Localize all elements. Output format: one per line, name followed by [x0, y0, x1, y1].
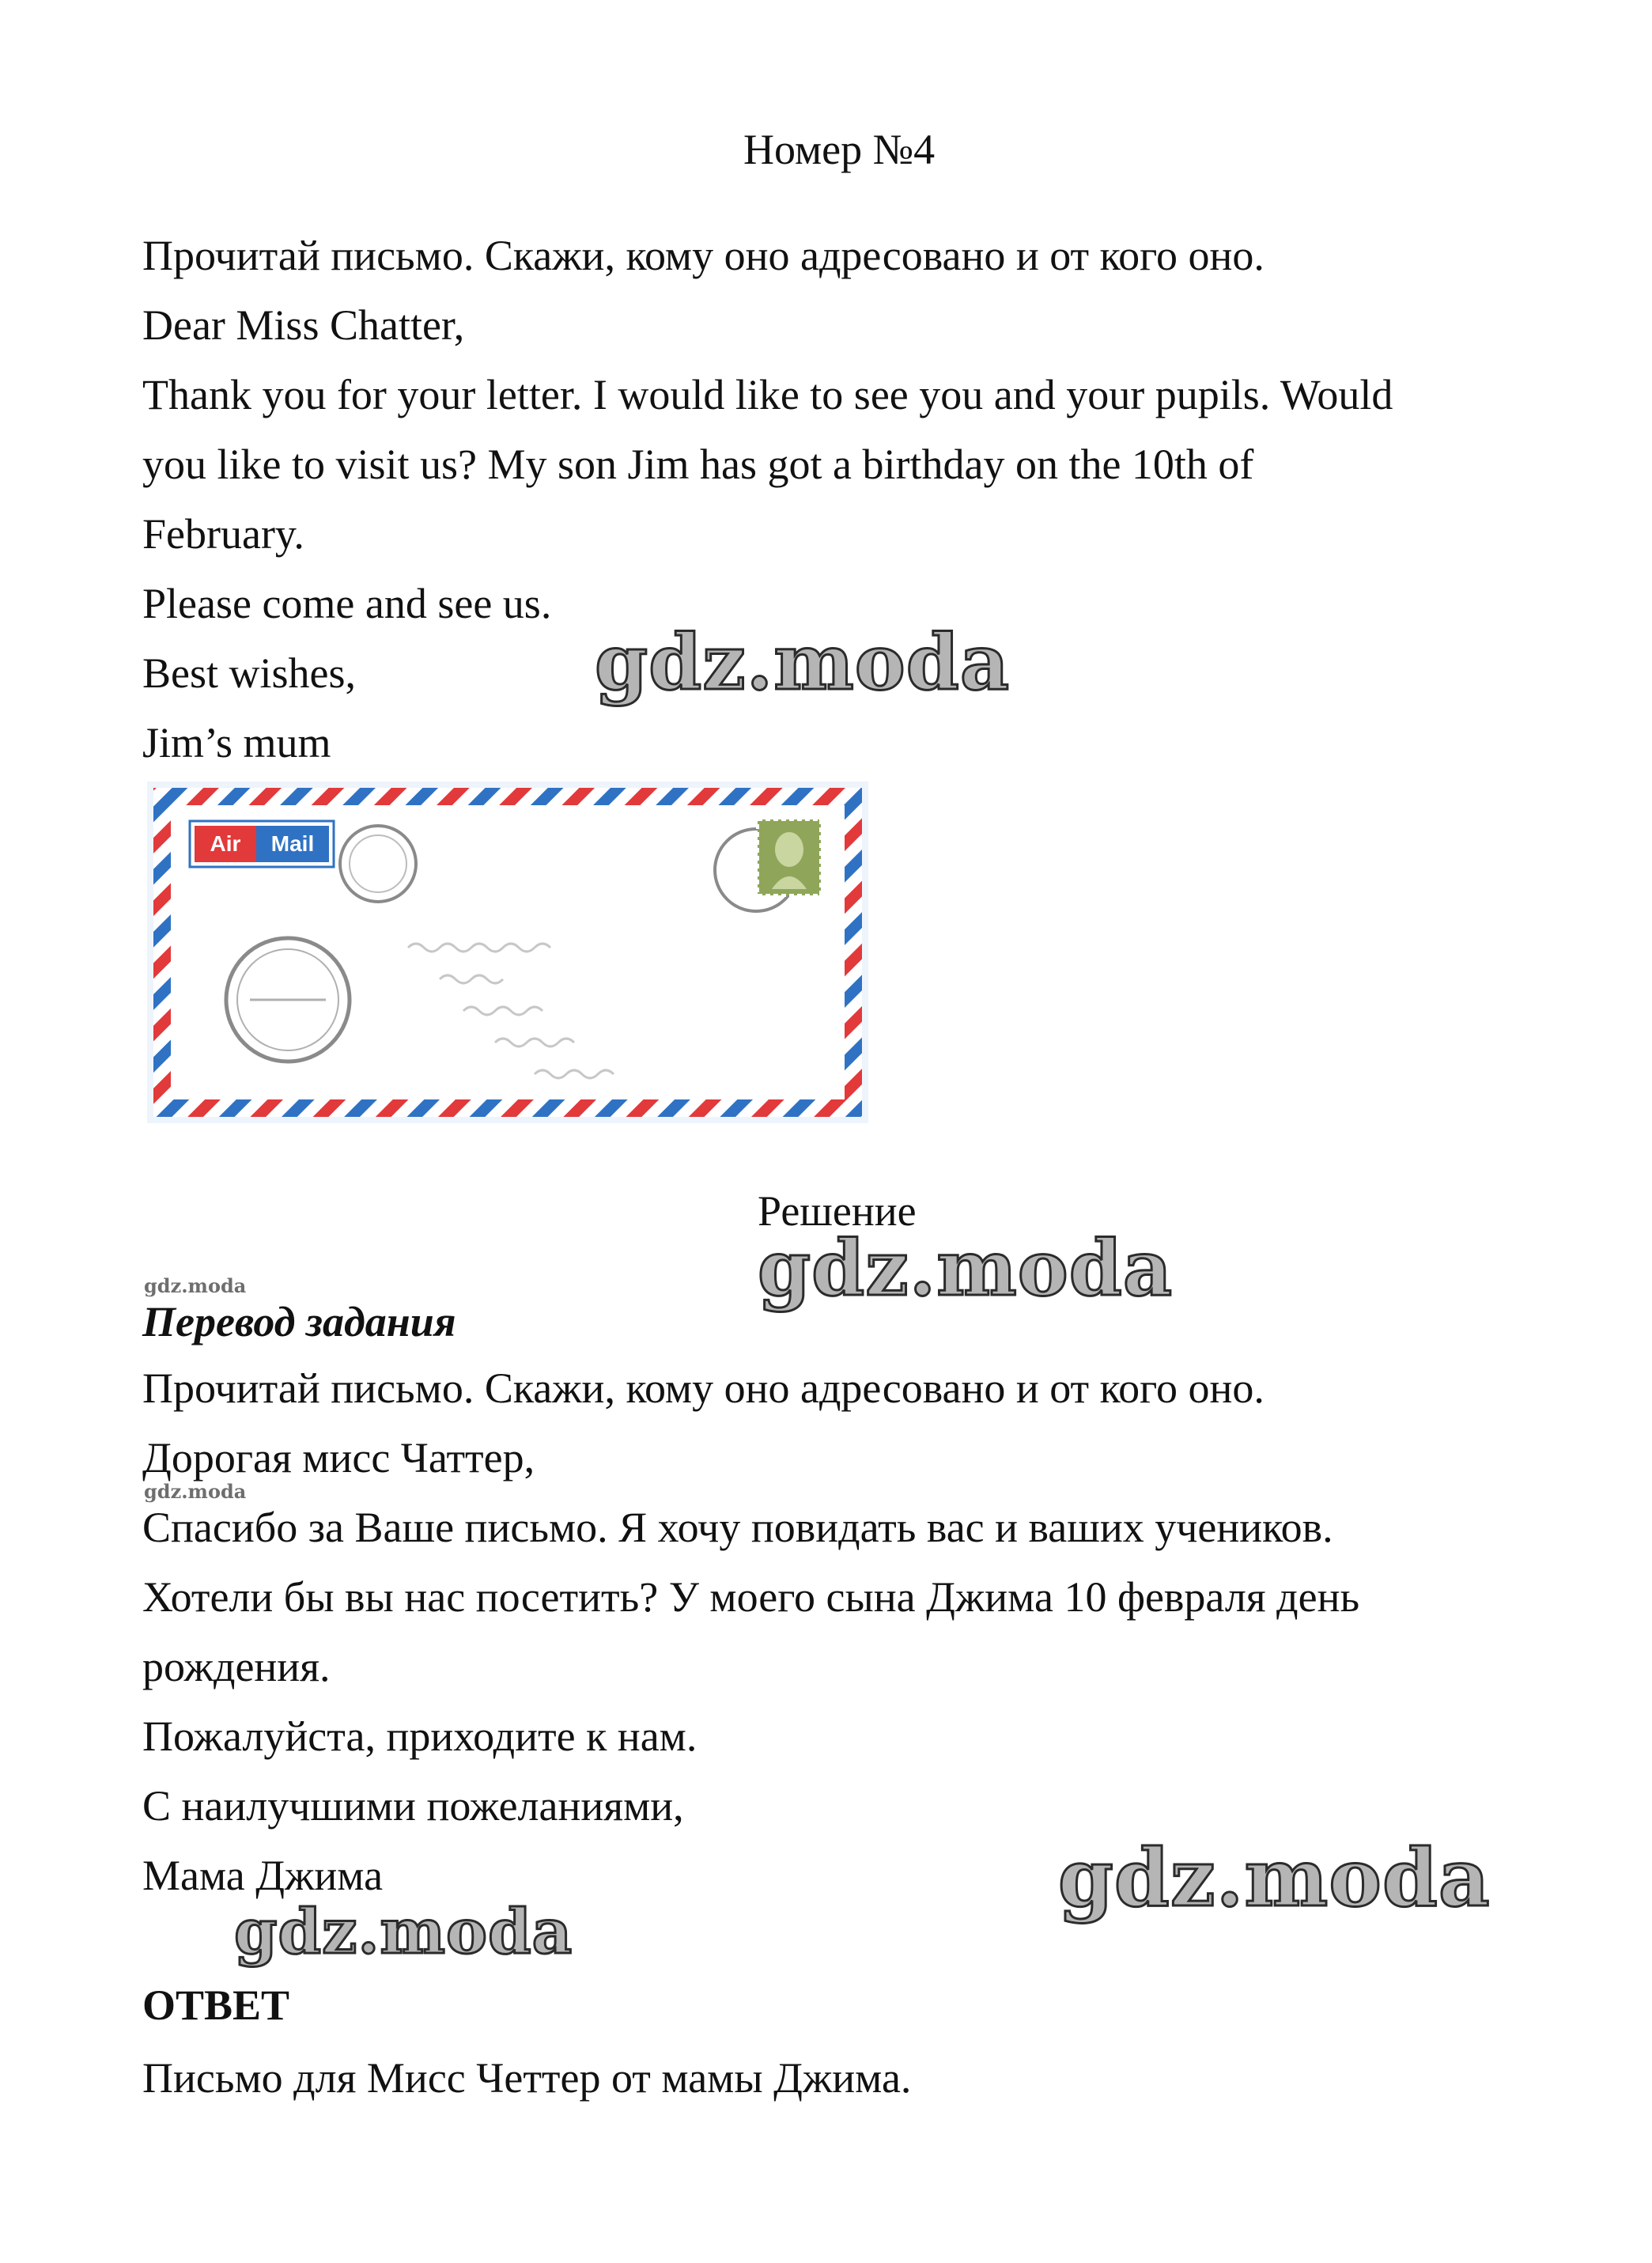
airmail-envelope-image — [147, 781, 868, 1123]
watermark-small-logo: gdz.moda — [144, 1274, 247, 1297]
page-title: Номер №4 — [743, 126, 936, 173]
answer-heading: ОТВЕТ — [142, 1981, 290, 2029]
air-label: Air — [210, 831, 241, 856]
letter-line: February. — [142, 510, 304, 558]
translation-line: Дорогая мисс Чаттер, — [142, 1434, 535, 1482]
solution-heading: Решение — [758, 1187, 917, 1235]
translation-line: Пожалуйста, приходите к нам. — [142, 1712, 697, 1760]
mail-label: Mail — [270, 831, 315, 856]
translation-line: рождения. — [142, 1643, 331, 1690]
letter-line: you like to visit us? My son Jim has got a birthday on the 10th of — [142, 441, 1254, 488]
postage-stamp-icon — [758, 819, 821, 895]
air-mail-label — [190, 821, 334, 867]
translation-line: С наилучшими пожеланиями, — [142, 1782, 684, 1830]
watermark-logo: gdz.moda — [595, 618, 1011, 707]
letter-signature: Jim’s mum — [142, 719, 331, 766]
watermark-logo: gdz.moda — [234, 1896, 573, 1968]
translation-line: Хотели бы вы нас посетить? У моего сына Джима 10 февраля день — [142, 1573, 1360, 1621]
task-instruction: Прочитай письмо. Скажи, кому оно адресовано и от кого оно. — [142, 232, 1265, 279]
translation-instruction: Прочитай письмо. Скажи, кому оно адресовано и от кого оно. — [142, 1364, 1265, 1412]
translation-line: Спасибо за Ваше письмо. Я хочу повидать вас и ваших учеников. — [142, 1504, 1333, 1551]
translation-line: Мама Джима — [142, 1852, 384, 1899]
watermark-logo: gdz.moda — [758, 1224, 1174, 1313]
letter-greeting: Dear Miss Chatter, — [142, 301, 465, 349]
letter-line: Please come and see us. — [142, 580, 552, 627]
translation-heading: Перевод задания — [142, 1298, 456, 1345]
watermark-small-logo: gdz.moda — [144, 1480, 247, 1503]
letter-line: Thank you for your letter. I would like to see you and your pupils. Would — [142, 371, 1393, 418]
watermark-logo: gdz.moda — [1058, 1831, 1491, 1924]
letter-closing: Best wishes, — [142, 649, 356, 697]
answer-text: Письмо для Мисс Четтер от мамы Джима. — [142, 2054, 912, 2102]
